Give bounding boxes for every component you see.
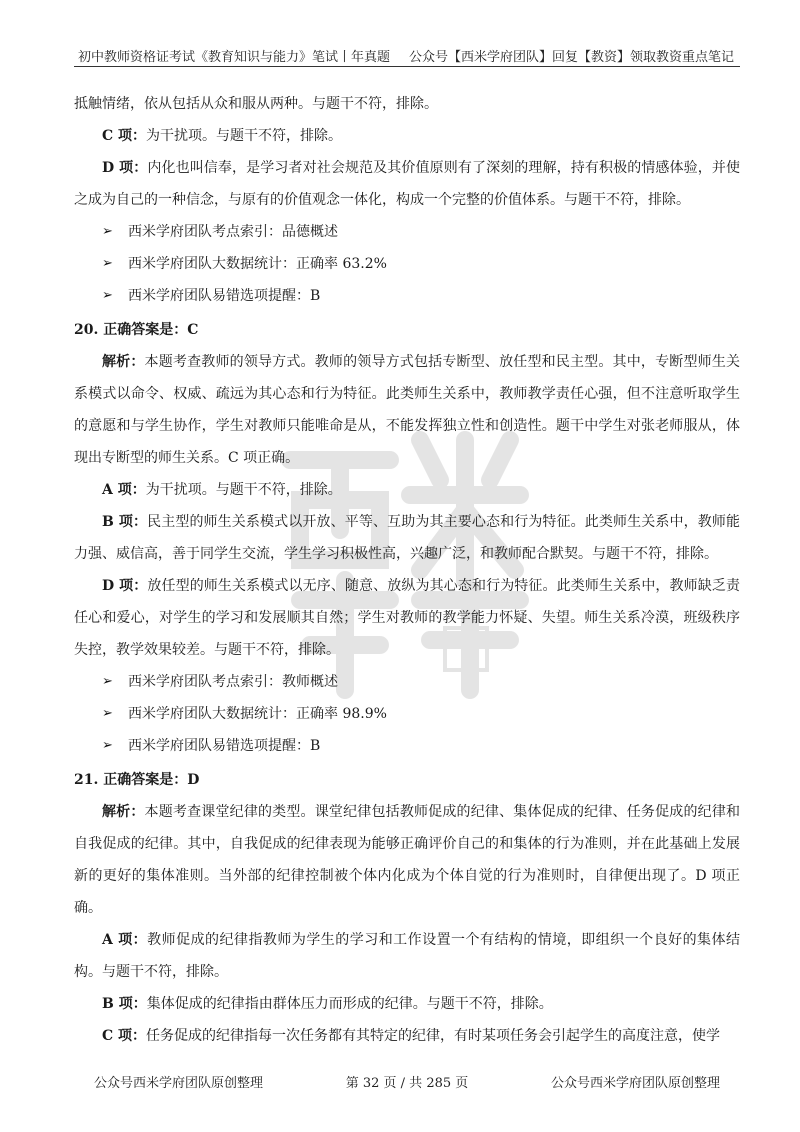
option-d-explanation [74,570,740,666]
option-c-explanation [74,1020,740,1052]
paragraph: 抵触情绪，依从包括从众和服从两种。与题干不符，排除。 [74,96,438,112]
bullet-text: 西米学府团队大数据统计：正确率 98.9% [128,706,387,722]
option-text: 为干扰项。与题干不符，排除。 [145,482,342,498]
arrowhead-bullet-icon: ➢ [102,738,113,753]
bullet-item [74,216,740,248]
bullet-item [74,280,740,312]
option-d-explanation [74,152,740,216]
option-text: 教师促成的纪律指教师为学生的学习和工作设置一个有结构的情境，即组织一个良好的集体结构。与题干不符，排除。 [74,932,740,980]
arrowhead-bullet-icon: ➢ [102,674,113,689]
option-a-explanation [74,924,740,988]
option-text: 内化也叫信奉，是学习者对社会规范及其价值原则有了深刻的理解，持有积极的情感体验，并使之成为自己的一种信念，与原有的价值观念一体化，构成一个完整的价值体系。与题干不符，排除。 [74,160,741,208]
option-label: D 项： [102,160,148,176]
page-content [74,88,740,1052]
option-text: 民主型的师生关系模式以开放、平等、互助为其主要心态和行为特征。此类师生关系中，教师能力强、威信高，善于同学生交流，学生学习积极性高，兴趣广泛，和教师配合默契。与题干不符，排除。 [74,514,740,562]
analysis-label: 解析： [102,354,145,370]
analysis-text: 本题考查课堂纪律的类型。课堂纪律包括教师促成的纪律、集体促成的纪律、任务促成的纪律和自我促成的纪律。其中，自我促成的纪律表现为能够正确评价自己的和集体的行为准则，并在此基础上发展新的更好的集体准则。当外部的纪律控制被个体内化成为个体自觉的行为准则时，自律便出现了。D 项正确。 [74,804,740,916]
option-label: D 项： [102,578,148,594]
bullet-text: 西米学府团队考点索引：品德概述 [128,224,338,240]
answer-heading-21: 21. 正确答案是：D [74,772,200,788]
analysis-paragraph [74,796,740,924]
bullet-text: 西米学府团队考点索引：教师概述 [128,674,338,690]
bullet-item [74,666,740,698]
bullet-text: 西米学府团队易错选项提醒：B [128,738,321,754]
header-promo: 公众号【西米学府团队】回复【教资】领取教资重点笔记 [408,50,734,65]
option-text: 为干扰项。与题干不符，排除。 [146,128,343,144]
option-label: C 项： [102,1028,147,1044]
option-label: B 项： [102,996,147,1012]
arrowhead-bullet-icon: ➢ [102,706,113,721]
option-label: C 项： [102,128,147,144]
option-label: A 项： [102,932,148,948]
arrowhead-bullet-icon: ➢ [102,288,113,303]
option-text: 任务促成的纪律指每一次任务都有其特定的纪律，有时某项任务会引起学生的高度注意，使学 [146,1028,721,1044]
analysis-text: 本题考查教师的领导方式。教师的领导方式包括专断型、放任型和民主型。其中，专断型师生关系模式以命令、权威、疏远为其心态和行为特征。此类师生关系中，教师教学责任心强，但不注意听取学生的意愿和与学生协作，学生对教师只能唯命是从，不能发挥独立性和创造性。题干中学生对张老师服从，体现出专断型的师生关系。C 项正确。 [74,354,740,466]
bullet-item [74,248,740,280]
bullet-item [74,698,740,730]
page-header [74,40,740,67]
option-a-explanation [74,474,740,506]
analysis-paragraph [74,346,740,474]
header-title: 初中教师资格证考试《教育知识与能力》笔试丨年真题 [78,50,391,65]
footer-right-credit: 公众号西米学府团队原创整理 [550,1076,720,1091]
footer-left-credit: 公众号西米学府团队原创整理 [94,1076,264,1091]
option-c-explanation [74,120,740,152]
option-text: 放任型的师生关系模式以无序、随意、放纵为其心态和行为特征。此类师生关系中，教师缺乏责任心和爱心，对学生的学习和发展顺其自然；学生对教师的教学能力怀疑、失望。师生关系冷漠，班级秩序失控，教学效果较差。与题干不符，排除。 [74,578,741,658]
bullet-text: 西米学府团队大数据统计：正确率 63.2% [128,256,387,272]
bullet-text: 西米学府团队易错选项提醒：B [128,288,321,304]
option-text: 集体促成的纪律指由群体压力而形成的纪律。与题干不符，排除。 [146,996,553,1012]
analysis-label: 解析： [102,804,145,820]
option-label: B 项： [102,514,148,530]
option-b-explanation [74,988,740,1020]
option-label: A 项： [102,482,146,498]
arrowhead-bullet-icon: ➢ [102,256,113,271]
bullet-item [74,730,740,762]
arrowhead-bullet-icon: ➢ [102,224,113,239]
option-b-explanation [74,506,740,570]
answer-heading-20: 20. 正确答案是：C [74,322,199,338]
page-number: 第 32 页 / 共 285 页 [345,1076,469,1091]
